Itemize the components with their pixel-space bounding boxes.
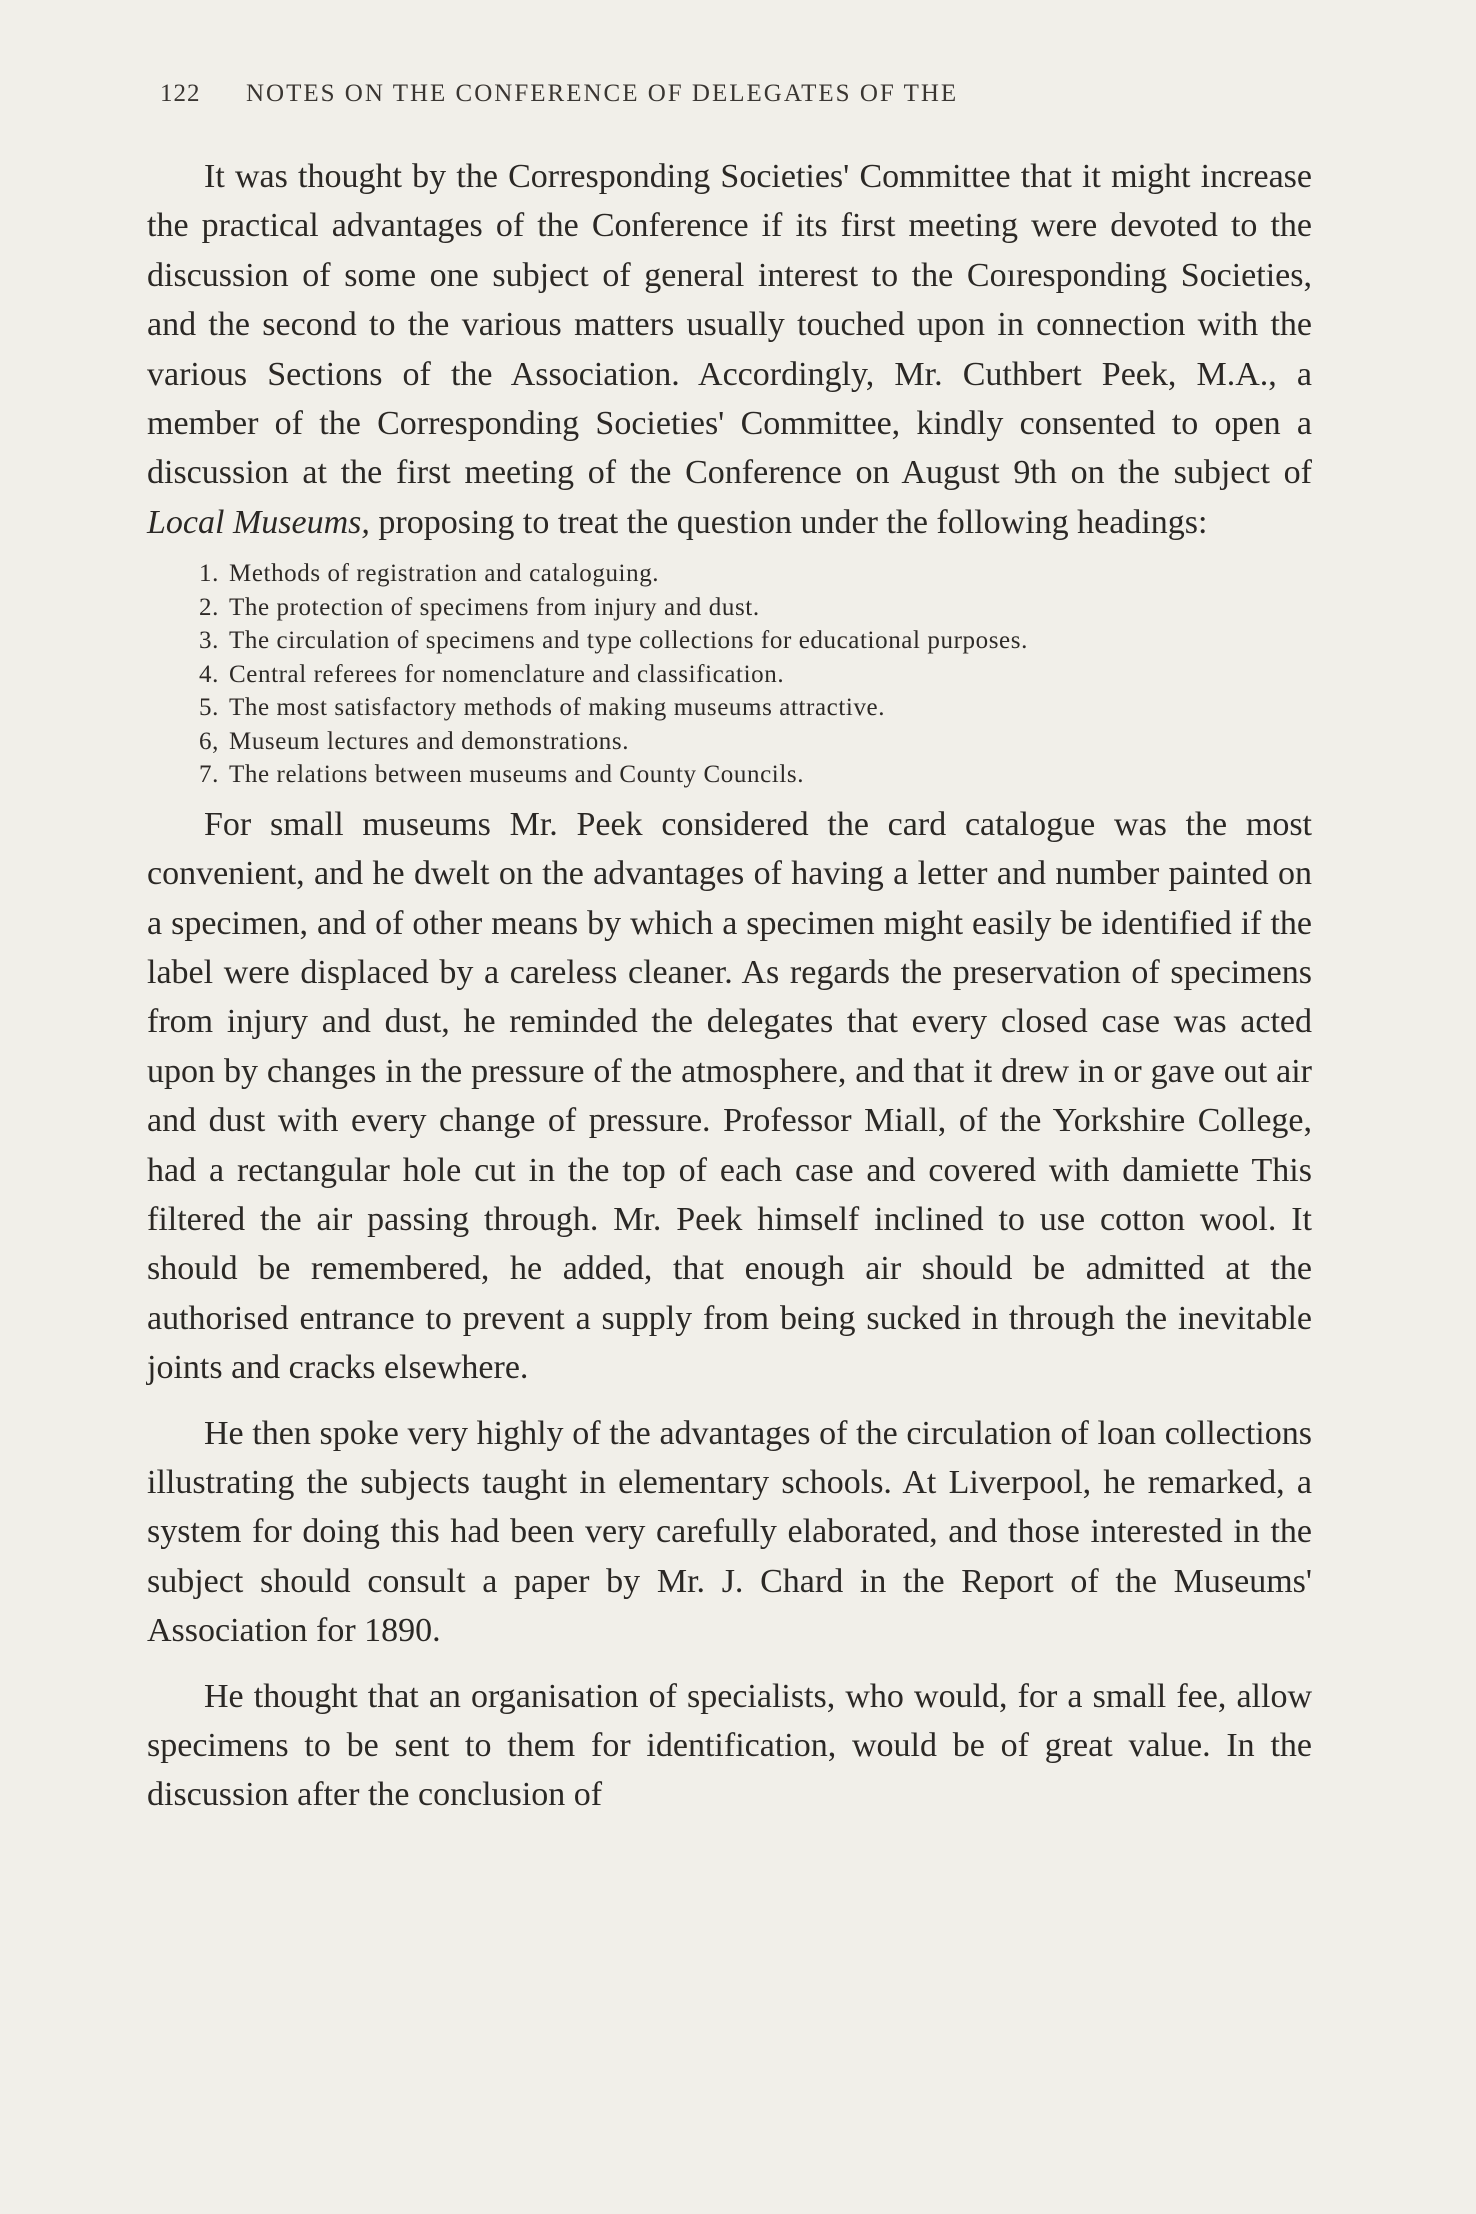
- list-item-text: Central referees for nomenclature and classification.: [229, 660, 785, 688]
- body-text: [147, 152, 1312, 1820]
- list-item-number: 2.: [199, 593, 219, 621]
- list-item-number: 7.: [199, 761, 219, 789]
- list-item-text: The circulation of specimens and type collections for educational purposes.: [229, 627, 1028, 655]
- list-item-number: 5.: [199, 694, 219, 722]
- list-item-number: 3.: [199, 627, 219, 655]
- intro-text-end: proposing to treat the question under the following headings:: [378, 503, 1208, 541]
- page-number: 122: [160, 80, 201, 107]
- running-title: NOTES ON THE CONFERENCE OF DELEGATES OF THE: [246, 80, 959, 107]
- running-header: [160, 80, 1310, 108]
- paragraph-intro: [147, 152, 1312, 547]
- list-item: [147, 658, 1312, 692]
- list-item: [147, 758, 1312, 792]
- list-item-text: The most satisfactory methods of making museums attractive.: [229, 694, 886, 722]
- list-item: [147, 591, 1312, 625]
- list-item: [147, 624, 1312, 658]
- italic-subject: Local Museums,: [147, 503, 370, 541]
- list-item-text: Methods of registration and cataloguing.: [229, 560, 660, 588]
- list-item-number: 6,: [199, 727, 219, 755]
- list-item: [147, 691, 1312, 725]
- list-item: [147, 725, 1312, 759]
- list-item-text: The protection of specimens from injury and dust.: [229, 593, 760, 621]
- list-item: [147, 557, 1312, 591]
- paragraph-loan-collections: He then spoke very highly of the advantages of the circulation of loan collections illustrating the subjects taught in elementary schools. At Liverpool, he remarked, a system for doing this had been very carefully elaborated, and those interested in the subject should consult a paper by Mr. J. Chard in the Report of the Museums' Association for 1890.: [147, 1414, 1312, 1650]
- list-item-text: Museum lectures and demonstrations.: [229, 727, 630, 755]
- list-item-number: 1.: [199, 560, 219, 588]
- headings-list: [147, 557, 1312, 792]
- paragraph-card-catalogue: For small museums Mr. Peek considered the card catalogue was the most convenient, and he dwelt on the advantages of having a letter and number painted on a specimen, and of other means by which a specimen might easily be identified if the label were displaced by a careless cleaner. As regards the preservation of specimens from injury and dust, he reminded the delegates that every closed case was acted upon by changes in the pressure of the atmosphere, and that it drew in or gave out air and dust with every change of pressure. Professor Miall, of the Yorkshire College, had a rectangular hole cut in the top of each case and covered with damiette This filtered the air passing through. Mr. Peek himself inclined to use cotton wool. It should be remembered, he added, that enough air should be admitted at the authorised entrance to prevent a supply from being sucked in through the inevitable joints and cracks elsewhere.: [147, 805, 1312, 1387]
- intro-text: It was thought by the Corresponding Societies' Committee that it might increase the practical advantages of the Conference if its first meeting were devoted to the discussion of some one subject of general interest to the Coıresponding Societies, and the second to the various matters usually touched upon in connection with the various Sections of the Association. Accordingly, Mr. Cuthbert Peek, M.A., a member of the Corresponding Societies' Committee, kindly consented to open a discussion at the first meeting of the Conference on August 9th on the subject of: [147, 158, 1312, 492]
- paragraph-specialists: He thought that an organisation of specialists, who would, for a small fee, allow specimens to be sent to them for identification, would be of great value. In the discussion after the conclusion of: [147, 1677, 1312, 1814]
- list-item-text: The relations between museums and County Councils.: [229, 761, 805, 789]
- list-item-number: 4.: [199, 660, 219, 688]
